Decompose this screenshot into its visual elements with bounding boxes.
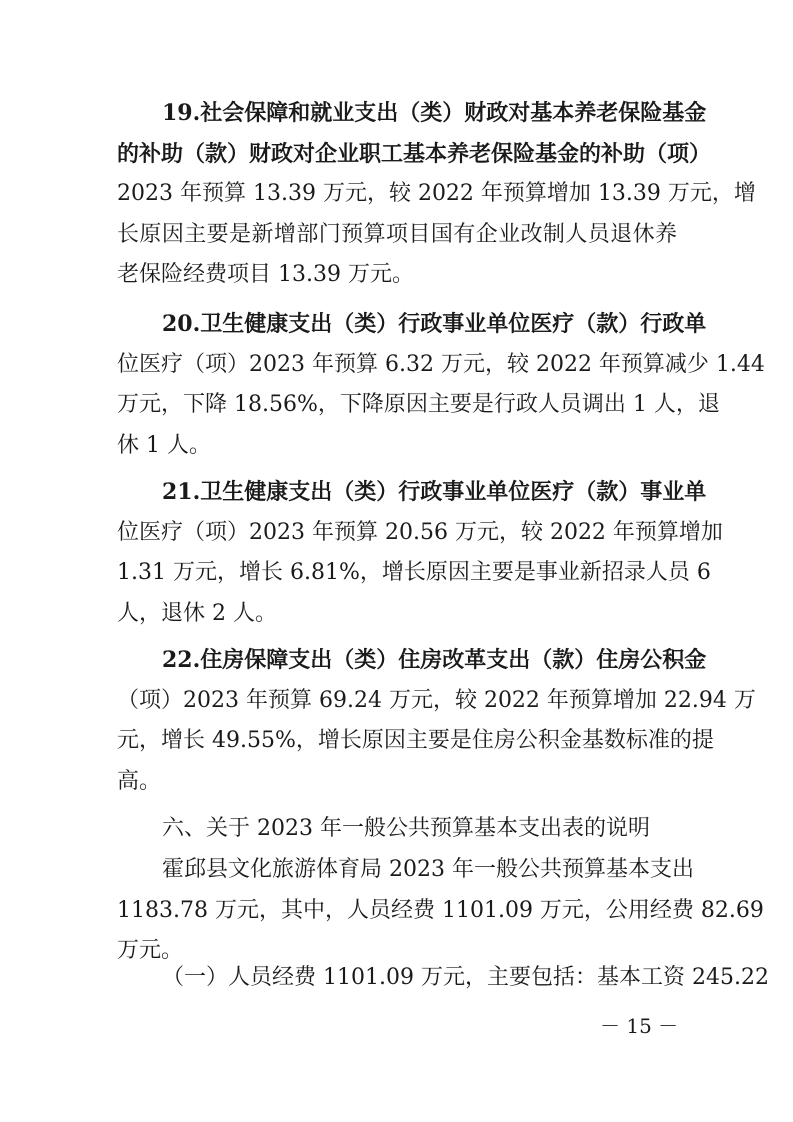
item-21-line-2: 位医疗（项）2023 年预算 20.56 万元，较 2022 年预算增加 bbox=[117, 519, 723, 545]
item-22-line-2: （项）2023 年预算 69.24 万元，较 2022 年预算增加 22.94 万 bbox=[117, 687, 756, 713]
section-body-line-1: 霍邱县文化旅游体育局 2023 年一般公共预算基本支出 bbox=[162, 857, 694, 882]
paragraph-item-20 bbox=[117, 304, 765, 466]
sub-item-personnel-expenses bbox=[117, 958, 769, 999]
item-19-line-3: 2023 年预算 13.39 万元，较 2022 年预算增加 13.39 万元，增 bbox=[117, 181, 756, 207]
item-20-line-1: 20.卫生健康支出（类）行政事业单位医疗（款）行政单 bbox=[162, 311, 707, 337]
paragraph-item-22 bbox=[117, 640, 756, 802]
item-20-line-4: 休 1 人。 bbox=[117, 432, 211, 458]
paragraph-item-21 bbox=[117, 472, 723, 634]
item-20-line-3: 万元，下降 18.56%，下降原因主要是行政人员调出 1 人，退 bbox=[117, 392, 720, 418]
section-body-line-3: 万元。 bbox=[117, 938, 184, 964]
item-19-line-5: 老保险经费项目 13.39 万元。 bbox=[117, 262, 414, 288]
item-21-line-1: 21.卫生健康支出（类）行政事业单位医疗（款）事业单 bbox=[162, 479, 707, 505]
item-20-line-2: 位医疗（项）2023 年预算 6.32 万元，较 2022 年预算减少 1.44 bbox=[117, 351, 765, 377]
section-body-line-2: 1183.78 万元，其中，人员经费 1101.09 万元，公用经费 82.69 bbox=[117, 897, 764, 923]
item-22-line-3: 元，增长 49.55%，增长原因主要是住房公积金基数标准的提 bbox=[117, 728, 714, 754]
item-21-line-4: 人，退休 2 人。 bbox=[117, 600, 277, 626]
item-19-line-2: 的补助（款）财政对企业职工基本养老保险基金的补助（项） bbox=[117, 140, 712, 167]
sub-item-line-1: （一）人员经费 1101.09 万元，主要包括：基本工资 245.22 bbox=[162, 965, 769, 990]
item-19-line-1: 19.社会保障和就业支出（类）财政对基本养老保险基金 bbox=[162, 100, 707, 126]
item-22-line-1: 22.住房保障支出（类）住房改革支出（款）住房公积金 bbox=[162, 647, 707, 673]
page-number: － 15 － bbox=[600, 1014, 679, 1038]
item-19-line-4: 长原因主要是新增部门预算项目国有企业改制人员退休养 bbox=[117, 221, 677, 247]
section-body bbox=[117, 850, 764, 972]
item-22-line-4: 高。 bbox=[117, 768, 162, 794]
section-heading: 六、关于 2023 年一般公共预算基本支出表的说明 bbox=[162, 816, 650, 841]
item-21-line-3: 1.31 万元，增长 6.81%，增长原因主要是事业新招录人员 6 bbox=[117, 560, 711, 586]
paragraph-item-19 bbox=[117, 93, 756, 296]
